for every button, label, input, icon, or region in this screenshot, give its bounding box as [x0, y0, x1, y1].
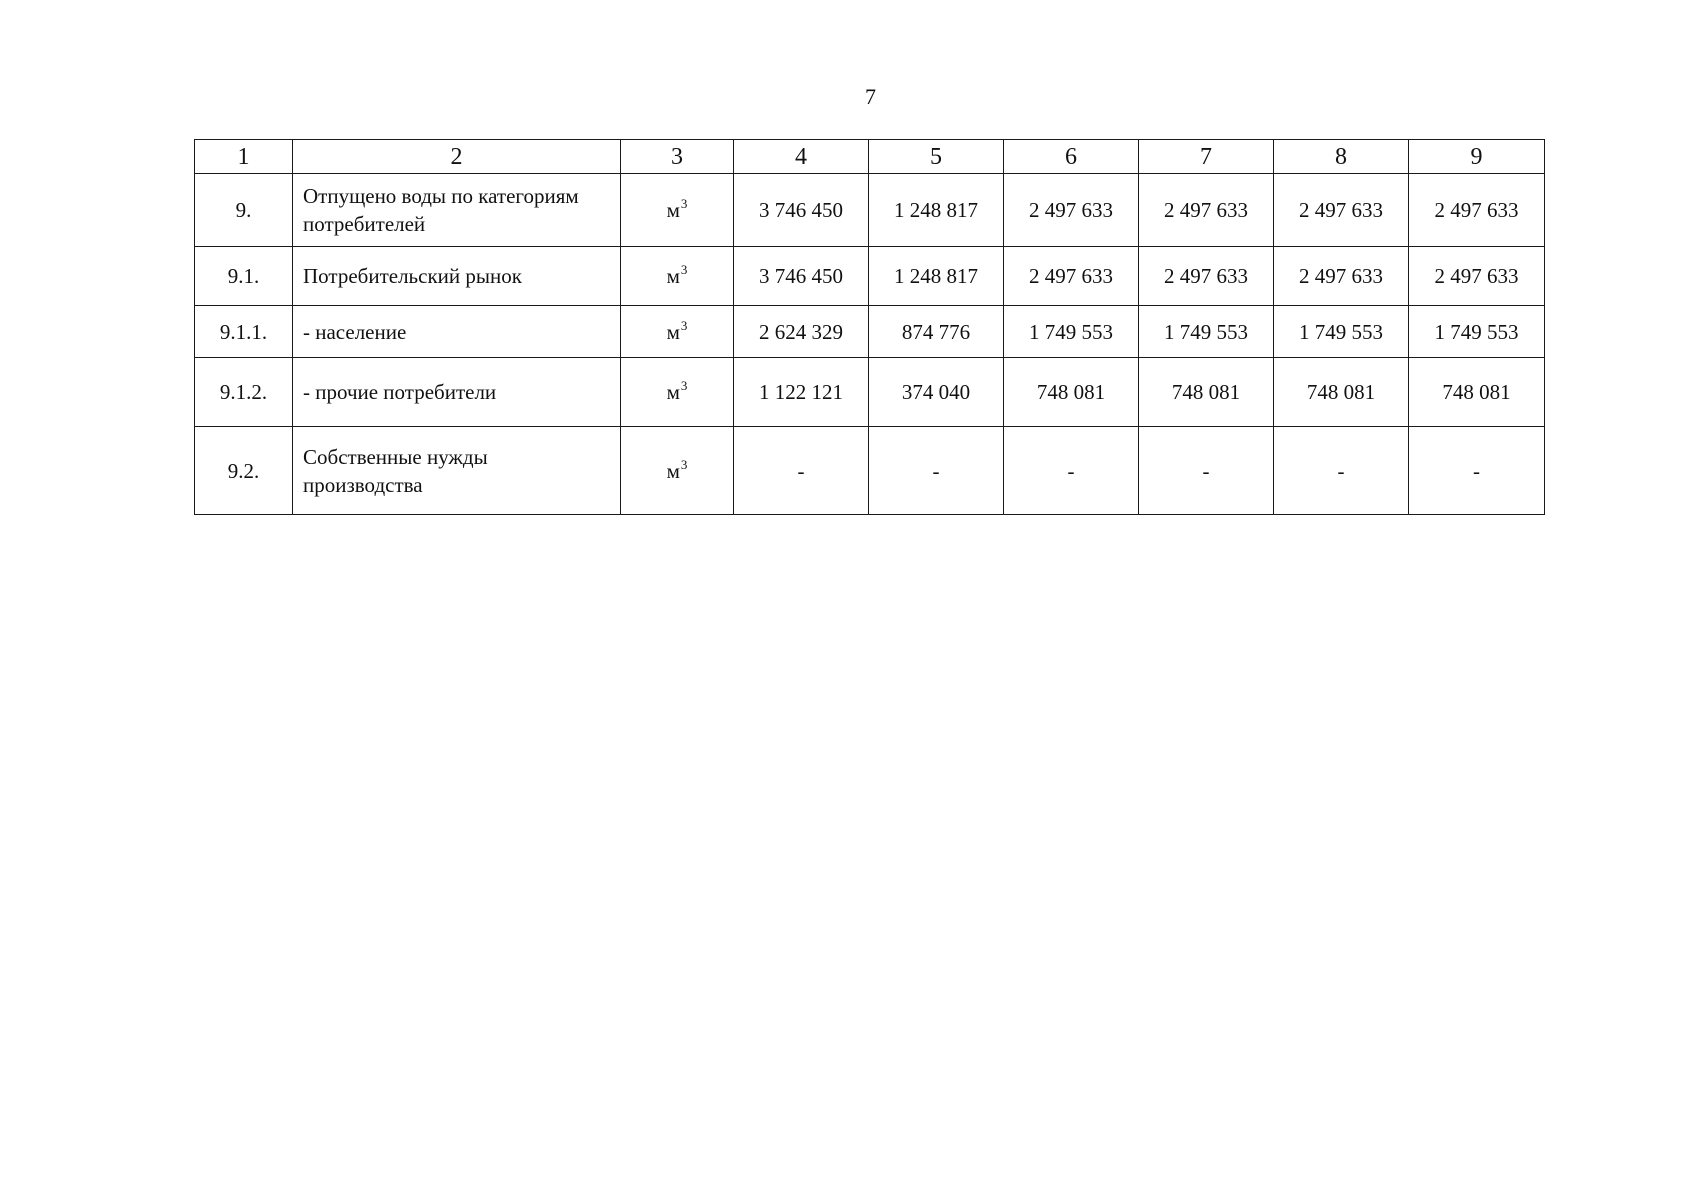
page-number: 7: [865, 84, 876, 109]
unit-superscript: 3: [680, 262, 688, 277]
unit-superscript: 3: [680, 196, 688, 211]
table-cell: 1 749 553: [1004, 306, 1139, 358]
row-unit: [621, 358, 734, 427]
table-cell: 748 081: [1274, 358, 1409, 427]
unit-base: м: [666, 458, 680, 483]
table-cell: 748 081: [1004, 358, 1139, 427]
column-header: 2: [293, 140, 621, 174]
column-header: 8: [1274, 140, 1409, 174]
row-number: 9.2.: [195, 427, 293, 515]
table-cell: 2 497 633: [1139, 174, 1274, 247]
table-cell: 1 749 553: [1274, 306, 1409, 358]
unit-superscript: 3: [680, 456, 688, 472]
row-number: 9.1.: [195, 247, 293, 306]
table-cell: -: [869, 427, 1004, 515]
column-header: 9: [1409, 140, 1545, 174]
row-name: Отпущено воды по категориям потребителей: [293, 174, 621, 247]
row-unit: [621, 427, 734, 515]
unit-base: м: [666, 319, 680, 344]
table-cell: 1 248 817: [869, 174, 1004, 247]
unit-superscript: 3: [680, 378, 688, 393]
unit-base: м: [666, 198, 680, 222]
table-cell: 1 749 553: [1409, 306, 1545, 358]
column-header: 6: [1004, 140, 1139, 174]
table-row: [195, 427, 1545, 515]
table-cell: -: [1004, 427, 1139, 515]
table-cell: 3 746 450: [734, 174, 869, 247]
table-cell: -: [1274, 427, 1409, 515]
column-header: 7: [1139, 140, 1274, 174]
row-unit: [621, 247, 734, 306]
table-row: [195, 174, 1545, 247]
row-number: 9.1.1.: [195, 306, 293, 358]
row-number: 9.: [195, 174, 293, 247]
table-row: [195, 306, 1545, 358]
table-cell: 2 497 633: [1274, 174, 1409, 247]
table-cell: -: [1139, 427, 1274, 515]
table-cell: 2 497 633: [1004, 174, 1139, 247]
table-row: [195, 358, 1545, 427]
table-cell: 874 776: [869, 306, 1004, 358]
table-cell: 2 624 329: [734, 306, 869, 358]
column-header: 5: [869, 140, 1004, 174]
table-cell: 2 497 633: [1139, 247, 1274, 306]
table-row: [195, 247, 1545, 306]
column-header: 4: [734, 140, 869, 174]
table-cell: 2 497 633: [1409, 174, 1545, 247]
table-cell: -: [1409, 427, 1545, 515]
table-cell: 1 749 553: [1139, 306, 1274, 358]
table-cell: 2 497 633: [1004, 247, 1139, 306]
row-unit: [621, 306, 734, 358]
table-cell: 3 746 450: [734, 247, 869, 306]
table-cell: 374 040: [869, 358, 1004, 427]
table-cell: 748 081: [1409, 358, 1545, 427]
column-header: 3: [621, 140, 734, 174]
data-table: [194, 139, 1545, 515]
unit-base: м: [666, 380, 680, 404]
table-cell: 2 497 633: [1409, 247, 1545, 306]
row-name: - прочие потребители: [293, 358, 621, 427]
table-cell: 1 122 121: [734, 358, 869, 427]
table-cell: -: [734, 427, 869, 515]
row-name: Потребительский рынок: [293, 247, 621, 306]
table-header-row: [195, 140, 1545, 174]
unit-base: м: [666, 264, 680, 288]
table-cell: 748 081: [1139, 358, 1274, 427]
table-cell: 2 497 633: [1274, 247, 1409, 306]
row-unit: [621, 174, 734, 247]
row-number: 9.1.2.: [195, 358, 293, 427]
unit-superscript: 3: [680, 317, 688, 333]
table-cell: 1 248 817: [869, 247, 1004, 306]
column-header: 1: [195, 140, 293, 174]
row-name: Собственные нужды производства: [293, 427, 621, 515]
row-name: - население: [293, 306, 621, 358]
